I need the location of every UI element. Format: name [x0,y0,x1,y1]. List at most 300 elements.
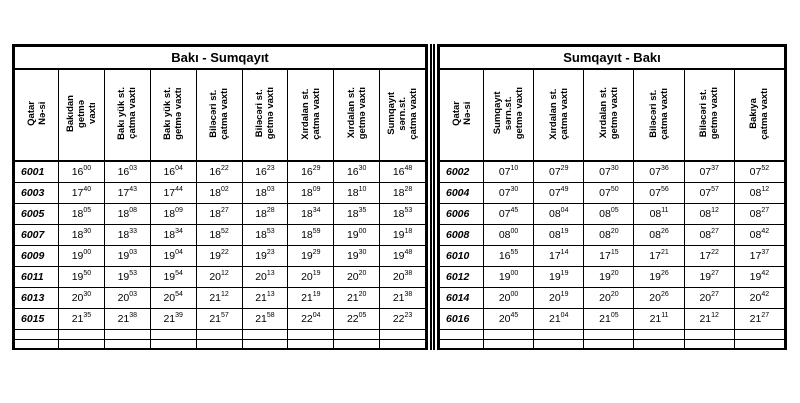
time-hour: 07 [599,187,611,199]
time-hour: 19 [255,250,267,262]
time-cell [380,288,426,309]
column-header-label: Biləcəri st. getmə vaxtı [698,87,721,140]
empty-cell [534,340,584,350]
time-minute: 03 [266,186,275,193]
table-row [15,161,426,183]
time-cell [150,225,196,246]
time-minute: 11 [661,312,669,319]
time-minute: 02 [221,186,229,193]
time-minute: 19 [560,270,569,277]
time-minute: 57 [221,312,229,319]
time-minute: 04 [560,207,569,214]
time-hour: 19 [346,229,359,241]
time-cell [734,309,784,330]
time-hour: 16 [346,166,359,178]
time-hour: 19 [163,271,176,283]
left-column-header [334,69,380,161]
time-minute: 38 [129,312,138,319]
time-cell [734,288,784,309]
time-hour: 07 [498,187,511,199]
time-hour: 08 [498,229,511,241]
time-cell [584,183,634,204]
time-hour: 18 [163,208,176,220]
time-minute: 10 [510,165,519,172]
column-header-label: Xırdalan st. getmə vaxtı [345,87,368,140]
time-minute: 29 [560,165,569,172]
time-cell [104,267,150,288]
left-column-header [288,69,334,161]
time-minute: 34 [175,228,183,235]
time-minute: 54 [175,291,183,298]
right-column-header [684,69,734,161]
time-hour: 08 [599,229,611,241]
time-cell [196,204,242,225]
time-cell [59,183,105,204]
time-cell [242,161,288,183]
time-hour: 21 [548,313,561,325]
time-hour: 18 [301,187,313,199]
time-hour: 08 [548,229,561,241]
time-hour: 20 [749,292,762,304]
time-hour: 18 [117,229,130,241]
time-cell [104,309,150,330]
time-hour: 21 [392,292,405,304]
time-hour: 18 [209,208,221,220]
column-header-label: Xırdalan st. çatma vaxtı [547,87,570,140]
time-minute: 14 [560,249,569,256]
time-cell [634,183,684,204]
time-minute: 29 [312,249,321,256]
time-cell [534,183,584,204]
time-cell [684,161,734,183]
time-cell [534,225,584,246]
time-cell [242,246,288,267]
column-header-label: Biləcəri st. getmə vaxtı [253,87,276,140]
column-header-label: Biləcəri st. çatma vaxtı [208,87,231,140]
empty-cell [484,330,534,340]
time-cell [484,246,534,267]
time-minute: 22 [711,249,719,256]
time-minute: 19 [312,270,321,277]
time-minute: 05 [610,207,619,214]
column-header-label: Biləcəri st. çatma vaxtı [648,87,671,140]
time-minute: 05 [358,312,367,319]
time-hour: 21 [599,313,611,325]
time-hour: 07 [649,166,661,178]
table-row [440,309,785,330]
table-row [15,288,426,309]
time-hour: 20 [699,292,712,304]
time-minute: 33 [129,228,138,235]
time-cell [634,288,684,309]
empty-cell [150,330,196,340]
time-hour: 18 [301,208,313,220]
table-row [440,288,785,309]
time-hour: 21 [209,292,221,304]
table-row [15,225,426,246]
time-hour: 20 [392,271,405,283]
time-cell [634,161,684,183]
time-cell [734,246,784,267]
empty-cell [150,340,196,350]
time-minute: 42 [761,291,770,298]
table-row [440,225,785,246]
time-minute: 08 [129,207,138,214]
empty-cell [734,330,784,340]
baku-sumqayit-timetable [12,44,428,350]
time-hour: 19 [699,271,712,283]
time-cell [380,204,426,225]
time-hour: 08 [749,187,762,199]
time-cell [584,309,634,330]
train-number: 6016 [440,309,484,330]
empty-cell [288,330,334,340]
time-minute: 53 [404,207,413,214]
time-minute: 04 [312,312,321,319]
time-cell [534,288,584,309]
table-row [440,267,785,288]
train-number: 6006 [440,204,484,225]
time-cell [684,288,734,309]
time-cell [242,309,288,330]
right-column-header [634,69,684,161]
time-cell [242,288,288,309]
time-cell [288,309,334,330]
time-minute: 19 [560,291,569,298]
time-minute: 20 [610,291,619,298]
time-hour: 17 [699,250,712,262]
column-header-label: Qatar Nə-si [25,101,48,126]
time-cell [584,267,634,288]
time-hour: 20 [649,292,661,304]
time-minute: 15 [610,249,619,256]
left-table-title: Bakı - Sumqayıt [15,47,426,70]
time-hour: 18 [163,229,176,241]
time-cell [684,183,734,204]
time-hour: 08 [649,208,662,220]
train-number: 6002 [440,161,484,183]
right-column-header [534,69,584,161]
left-column-header [380,69,426,161]
time-cell [484,309,534,330]
time-minute: 57 [711,186,719,193]
time-cell [584,288,634,309]
time-minute: 30 [358,165,367,172]
time-cell [334,204,380,225]
time-minute: 00 [83,249,92,256]
time-minute: 34 [312,207,321,214]
time-minute: 12 [221,270,229,277]
sumqayit-baku-timetable [437,44,787,350]
time-minute: 19 [560,228,569,235]
time-cell [288,288,334,309]
time-minute: 30 [358,249,367,256]
time-minute: 35 [83,312,92,319]
time-cell [104,183,150,204]
time-cell [634,267,684,288]
time-cell [380,161,426,183]
time-hour: 18 [255,208,267,220]
column-header-label: Bakıya çatma vaxtı [748,87,771,140]
time-hour: 20 [255,271,267,283]
time-minute: 23 [266,249,275,256]
time-hour: 17 [599,250,611,262]
table-divider [428,44,437,350]
time-hour: 19 [71,250,84,262]
table-row [440,204,785,225]
time-cell [484,267,534,288]
train-number: 6014 [440,288,484,309]
train-number: 6004 [440,183,484,204]
time-hour: 08 [749,208,762,220]
time-hour: 07 [599,166,611,178]
time-minute: 37 [711,165,719,172]
time-hour: 18 [346,187,359,199]
time-cell [484,161,534,183]
time-minute: 27 [711,291,719,298]
time-hour: 17 [117,187,130,199]
time-minute: 00 [510,291,519,298]
time-minute: 12 [711,312,719,319]
time-cell [59,267,105,288]
time-minute: 27 [761,207,770,214]
time-cell [150,204,196,225]
time-cell [684,267,734,288]
time-hour: 19 [117,271,130,283]
time-hour: 22 [346,313,359,325]
time-cell [104,161,150,183]
empty-cell [684,340,734,350]
time-hour: 16 [209,166,221,178]
time-minute: 53 [266,228,275,235]
time-minute: 27 [711,270,719,277]
time-hour: 18 [255,229,267,241]
time-minute: 30 [510,186,519,193]
time-hour: 07 [649,187,661,199]
time-hour: 18 [392,187,405,199]
table-row [440,246,785,267]
time-minute: 44 [175,186,183,193]
time-hour: 19 [163,250,176,262]
empty-cell [334,330,380,340]
time-hour: 08 [749,229,762,241]
time-minute: 21 [660,249,669,256]
time-minute: 27 [711,228,719,235]
empty-row [440,330,785,340]
time-hour: 16 [117,166,130,178]
left-column-header [196,69,242,161]
time-cell [584,246,634,267]
right-column-header [734,69,784,161]
table-row [15,204,426,225]
time-cell [104,225,150,246]
time-hour: 18 [117,208,130,220]
time-cell [634,246,684,267]
time-minute: 22 [221,249,229,256]
time-minute: 10 [358,186,367,193]
time-hour: 07 [548,166,561,178]
time-cell [196,225,242,246]
time-minute: 40 [83,186,92,193]
time-minute: 20 [358,291,367,298]
time-cell [534,267,584,288]
time-hour: 19 [749,271,762,283]
empty-cell [534,330,584,340]
time-cell [684,309,734,330]
left-column-header [59,69,105,161]
column-header-label: Bakı yük st. getmə vaxtı [162,87,185,140]
time-minute: 37 [761,249,770,256]
time-minute: 30 [610,165,619,172]
train-number: 6013 [15,288,59,309]
time-hour: 19 [346,250,359,262]
time-cell [196,267,242,288]
time-cell [104,246,150,267]
time-minute: 28 [266,207,275,214]
empty-cell [380,340,426,350]
table-row [15,246,426,267]
time-cell [59,246,105,267]
time-cell [334,161,380,183]
time-cell [150,246,196,267]
empty-cell [634,330,684,340]
table-row [440,161,785,183]
time-cell [242,267,288,288]
time-hour: 21 [301,292,313,304]
time-hour: 07 [749,166,762,178]
time-minute: 49 [560,186,569,193]
empty-cell [684,330,734,340]
time-minute: 54 [175,270,183,277]
empty-cell [584,340,634,350]
time-cell [334,309,380,330]
time-hour: 21 [699,313,712,325]
time-minute: 03 [129,165,138,172]
time-hour: 21 [749,313,762,325]
train-number: 6007 [15,225,59,246]
table-row [440,183,785,204]
time-cell [534,161,584,183]
time-minute: 48 [404,249,413,256]
time-hour: 20 [301,271,313,283]
time-hour: 08 [699,229,712,241]
time-minute: 20 [610,228,619,235]
time-cell [196,246,242,267]
time-hour: 16 [301,166,313,178]
time-hour: 08 [699,208,712,220]
time-minute: 56 [660,186,669,193]
time-hour: 21 [255,313,267,325]
time-minute: 39 [175,312,183,319]
time-minute: 04 [560,312,569,319]
time-minute: 20 [610,270,619,277]
train-number: 6012 [440,267,484,288]
time-minute: 23 [404,312,413,319]
time-cell [334,225,380,246]
empty-cell [196,330,242,340]
time-minute: 03 [129,249,138,256]
time-minute: 09 [175,207,183,214]
train-number: 6015 [15,309,59,330]
time-cell [242,225,288,246]
time-cell [534,309,584,330]
time-hour: 17 [548,250,561,262]
time-hour: 07 [548,187,561,199]
time-minute: 42 [761,228,770,235]
time-hour: 07 [699,166,712,178]
time-cell [242,204,288,225]
time-minute: 22 [221,165,229,172]
time-minute: 03 [129,291,138,298]
time-cell [380,246,426,267]
time-hour: 20 [498,292,511,304]
time-minute: 05 [610,312,619,319]
time-hour: 20 [599,292,611,304]
train-number: 6008 [440,225,484,246]
time-hour: 19 [392,250,405,262]
time-hour: 08 [649,229,661,241]
time-minute: 38 [404,291,413,298]
time-cell [196,309,242,330]
time-hour: 17 [749,250,762,262]
empty-cell [104,340,150,350]
right-column-header [484,69,534,161]
time-minute: 09 [312,186,321,193]
time-minute: 52 [761,165,770,172]
time-cell [584,225,634,246]
time-cell [734,225,784,246]
time-cell [380,225,426,246]
time-minute: 29 [312,165,321,172]
time-hour: 21 [71,313,84,325]
time-hour: 07 [699,187,712,199]
time-hour: 18 [209,187,221,199]
time-hour: 20 [209,271,221,283]
time-minute: 43 [129,186,138,193]
empty-cell [15,340,59,350]
time-hour: 19 [71,271,84,283]
column-header-label: Xırdalan st. getmə vaxtı [597,87,620,140]
time-minute: 20 [358,270,367,277]
empty-cell [288,340,334,350]
time-cell [196,183,242,204]
table-row [15,309,426,330]
time-cell [380,267,426,288]
time-cell [734,183,784,204]
time-minute: 30 [83,291,92,298]
time-hour: 20 [71,292,84,304]
time-hour: 17 [71,187,84,199]
time-cell [734,267,784,288]
time-cell [684,204,734,225]
column-header-label: Sumqayıt sərn.st. getmə vaxtı [492,87,526,140]
train-number: 6001 [15,161,59,183]
time-cell [288,225,334,246]
time-minute: 04 [175,165,183,172]
left-column-header [150,69,196,161]
time-minute: 48 [404,165,413,172]
time-hour: 22 [392,313,405,325]
time-minute: 00 [83,165,92,172]
empty-cell [584,330,634,340]
empty-cell [59,330,105,340]
time-hour: 18 [71,229,84,241]
time-cell [334,183,380,204]
empty-row [15,330,426,340]
time-hour: 16 [255,166,267,178]
time-hour: 20 [548,292,561,304]
time-cell [288,183,334,204]
